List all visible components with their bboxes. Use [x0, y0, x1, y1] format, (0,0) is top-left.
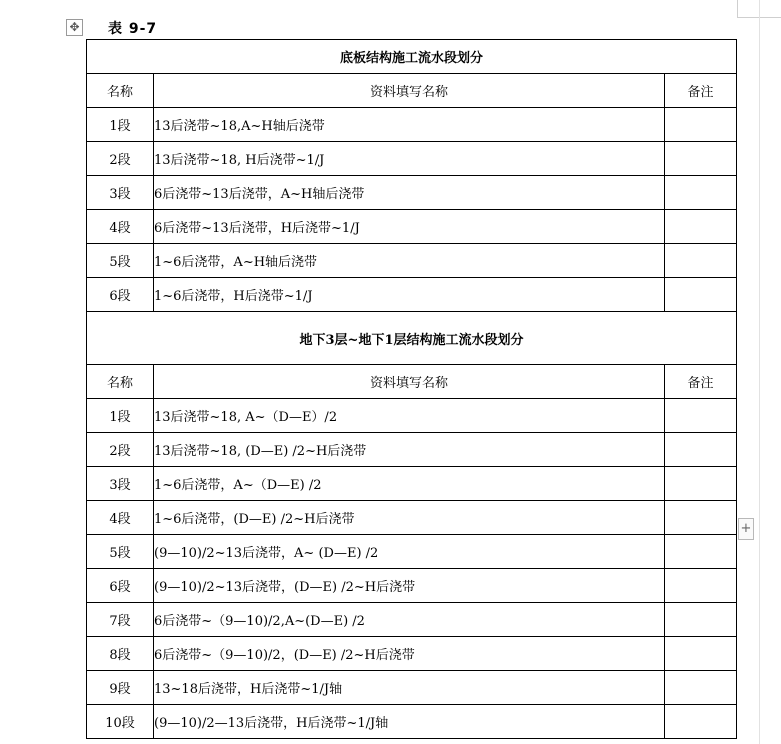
cell-content: 13后浇带~18, H后浇带~1/J	[154, 142, 665, 176]
cell-note	[665, 569, 737, 603]
table-row	[87, 433, 737, 467]
cell-name: 3段	[87, 176, 154, 210]
cell-note	[665, 637, 737, 671]
cell-content: 13~18后浇带，H后浇带~1/J轴	[154, 671, 665, 705]
cell-name: 5段	[87, 244, 154, 278]
cell-content: (9—10)/2~13后浇带，A~ (D—E) /2	[154, 535, 665, 569]
table-caption: 表 9-7	[108, 21, 158, 37]
section-title-row	[87, 312, 737, 365]
section-title-row	[87, 40, 737, 74]
cell-note	[665, 278, 737, 312]
cell-content: (9—10)/2~13后浇带，(D—E) /2~H后浇带	[154, 569, 665, 603]
cell-note	[665, 501, 737, 535]
table-row	[87, 671, 737, 705]
cell-name: 8段	[87, 637, 154, 671]
cell-note	[665, 467, 737, 501]
cell-name: 9段	[87, 671, 154, 705]
header-content: 资料填写名称	[154, 365, 665, 399]
cell-name: 6段	[87, 278, 154, 312]
cell-content: 6后浇带~13后浇带，H后浇带~1/J	[154, 210, 665, 244]
header-note: 备注	[665, 365, 737, 399]
cell-content: 1~6后浇带，A~H轴后浇带	[154, 244, 665, 278]
cell-name: 2段	[87, 433, 154, 467]
cell-note	[665, 176, 737, 210]
table-row	[87, 278, 737, 312]
cell-note	[665, 603, 737, 637]
table-row	[87, 244, 737, 278]
cell-name: 5段	[87, 535, 154, 569]
table-header-row	[87, 365, 737, 399]
table-row	[87, 176, 737, 210]
table-row	[87, 210, 737, 244]
cell-content: 1~6后浇带，H后浇带~1/J	[154, 278, 665, 312]
cell-content: 13后浇带~18, (D—E) /2~H后浇带	[154, 433, 665, 467]
cell-note	[665, 244, 737, 278]
table-row	[87, 603, 737, 637]
header-name: 名称	[87, 365, 154, 399]
cell-note	[665, 399, 737, 433]
cell-name: 10段	[87, 705, 154, 739]
cell-content: 1~6后浇带，(D—E) /2~H后浇带	[154, 501, 665, 535]
cell-content: 13后浇带~18,A~H轴后浇带	[154, 108, 665, 142]
table-row	[87, 637, 737, 671]
cell-note	[665, 671, 737, 705]
cell-note	[665, 433, 737, 467]
section-title: 底板结构施工流水段划分	[87, 40, 737, 74]
cell-name: 4段	[87, 501, 154, 535]
table-row	[87, 467, 737, 501]
section-title: 地下3层~地下1层结构施工流水段划分	[87, 312, 737, 365]
cell-content: 6后浇带~13后浇带，A~H轴后浇带	[154, 176, 665, 210]
cell-note	[665, 142, 737, 176]
table-row	[87, 142, 737, 176]
cell-content: 6后浇带~（9—10)/2，(D—E) /2~H后浇带	[154, 637, 665, 671]
cell-name: 7段	[87, 603, 154, 637]
cell-name: 6段	[87, 569, 154, 603]
header-note: 备注	[665, 74, 737, 108]
table-row	[87, 108, 737, 142]
cell-content: 1~6后浇带，A~（D—E) /2	[154, 467, 665, 501]
table-move-handle-icon[interactable]: ✥	[66, 19, 83, 36]
cell-name: 2段	[87, 142, 154, 176]
flow-section-table	[86, 39, 737, 739]
cell-name: 3段	[87, 467, 154, 501]
cell-note	[665, 108, 737, 142]
header-name: 名称	[87, 74, 154, 108]
add-row-handle-icon[interactable]: +	[738, 518, 754, 540]
cell-note	[665, 210, 737, 244]
table-row	[87, 501, 737, 535]
cell-note	[665, 535, 737, 569]
table-row	[87, 399, 737, 433]
page-edge	[759, 0, 760, 744]
cell-content: 13后浇带~18, A~（D—E）/2	[154, 399, 665, 433]
cell-name: 1段	[87, 399, 154, 433]
cell-name: 4段	[87, 210, 154, 244]
header-content: 资料填写名称	[154, 74, 665, 108]
cell-note	[665, 705, 737, 739]
table-row	[87, 535, 737, 569]
cell-name: 1段	[87, 108, 154, 142]
table-header-row	[87, 74, 737, 108]
table-row	[87, 569, 737, 603]
cell-content: (9—10)/2—13后浇带，H后浇带~1/J轴	[154, 705, 665, 739]
cell-content: 6后浇带~（9—10)/2,A~(D—E) /2	[154, 603, 665, 637]
table-row	[87, 705, 737, 739]
